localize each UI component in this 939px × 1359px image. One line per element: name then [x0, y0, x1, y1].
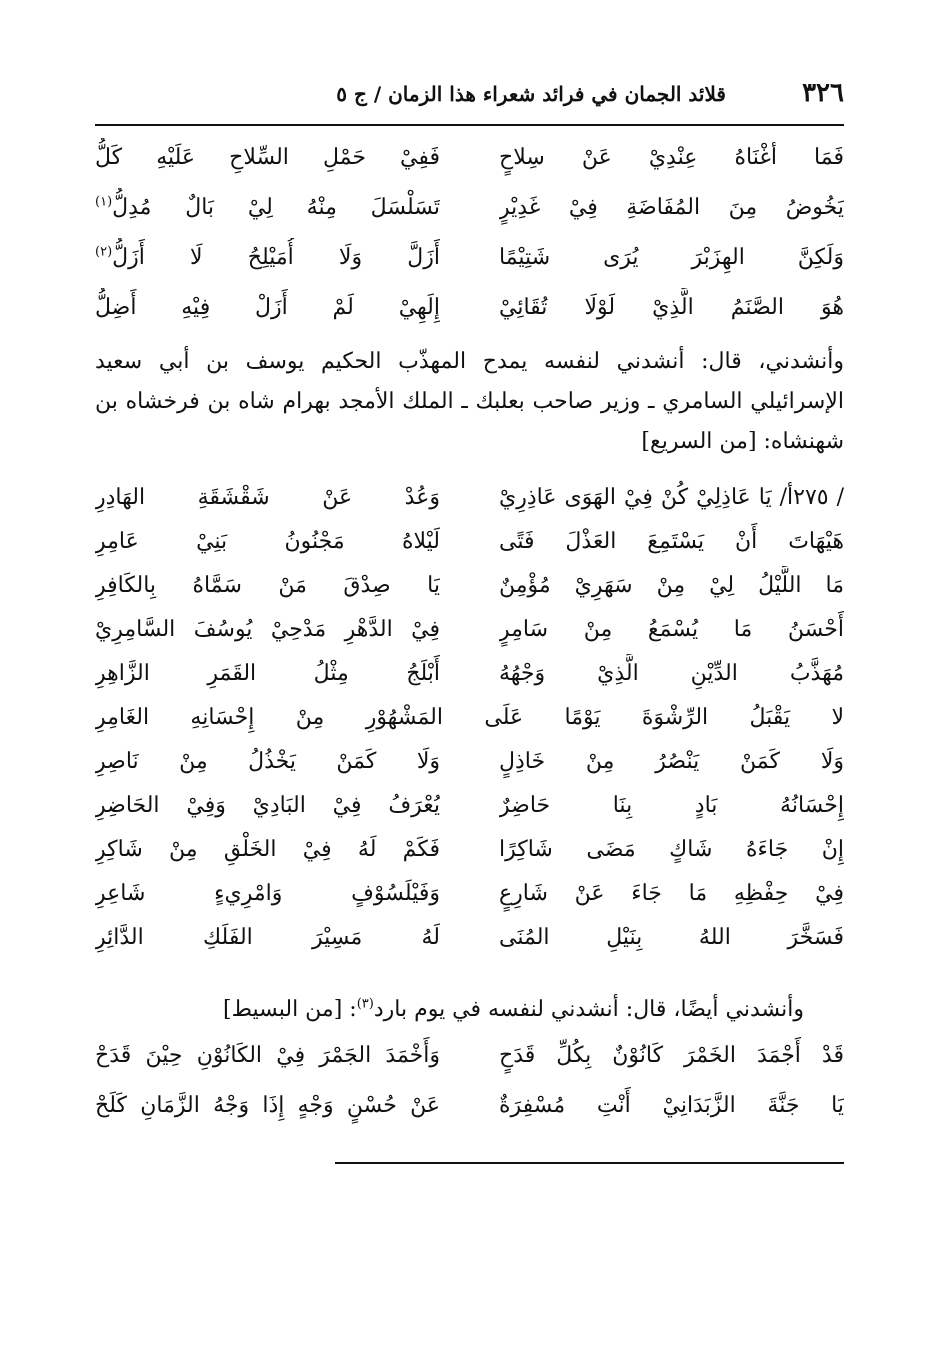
footnote-rule	[335, 1162, 844, 1164]
verse-line	[95, 742, 844, 782]
verse-second-hemistich: وَعُدْ عَنْ شَقْشَقَةِ الهَادِرِ	[95, 485, 440, 510]
verse-first-hemistich: إِحْسَانُهُ بَادٍ بِنَا حَاضِرٌ	[499, 793, 844, 818]
verse-second-hemistich: وَلَا كَمَنْ يَخْذُلُ مِنْ نَاصِرِ	[95, 749, 440, 774]
verse-first-hemistich: / ٢٧٥أ/ يَا عَاذِلِيْ كُنْ فِيْ الهَوَى عَاذِرِيْ	[499, 485, 844, 510]
verse-first-hemistich: أَحْسَنُ مَا يُسْمَعُ مِنْ سَامِرٍ	[499, 617, 844, 642]
verse-first-hemistich: يَخُوضُ مِنَ المُفَاضَةِ فِيْ غَدِيْرٍ	[499, 195, 844, 220]
verse-first-hemistich: وَلَكِنَّ الهِزَبْرَ يُرَى شَتِيْمًا	[499, 245, 844, 270]
verse-first-hemistich: إِنْ جَاءَهُ شَاكٍ مَضَى شَاكِرًا	[499, 837, 844, 862]
footnote-marker: (٢)	[95, 244, 113, 260]
verse-line	[95, 918, 844, 958]
verse-first-hemistich: فَسَخَّرَ اللهُ بِنَيْلِ المُنَى	[499, 925, 844, 950]
verse-line	[95, 874, 844, 914]
prose-line: الإسرائيلي السامري ـ وزير صاحب بعلبك ـ الملك الأمجد بهرام شاه بن فرخشاه بن	[95, 389, 844, 414]
verse-line-full	[95, 698, 844, 738]
verse-first-hemistich: فَمَا أغْنَاهُ عِنْدِيْ عَنْ سِلاحٍ	[499, 145, 844, 170]
verse-first-hemistich: يَا جَنَّةَ الزَّبَدَانِيْ أَنْتِ مُسْفِرَةٌ	[499, 1093, 844, 1118]
verse-first-hemistich: وَلَا كَمَنْ يَنْصُرُ مِنْ خَاذِلٍ	[499, 749, 844, 774]
verse-second-hemistich: يَا صِدْقَ مَنْ سَمَّاهُ بِالكَافِرِ	[95, 573, 440, 598]
verse-full-line: لا يَقْبَلُ الرِّشْوَةَ يَوْمًا عَلَى المَشْهُوْرِ مِنْ إِحْسَانِهِ الغَامِرِ	[95, 705, 844, 730]
running-title: قلائد الجمان في فرائد شعراء هذا الزمان / ج ٥	[336, 82, 726, 106]
verse-second-hemistich: عَنْ حُسْنٍ وَجْهٍ إِذَا وَجْهُ الزَّمَانِ كَلَحْ	[95, 1093, 440, 1118]
verse-first-hemistich: مُهَذَّبُ الدِّيْنِ الَّذِيْ وَجْهُهُ	[499, 661, 844, 686]
verse-second-hemistich: وَأَخْمَدَ الجَمْرَ فِيْ الكَانُوْنِ حِيْنَ قَدَحْ	[95, 1043, 440, 1068]
verse-first-hemistich: فِيْ حِفْظِهِ مَا جَاءَ عَنْ شَارِعٍ	[499, 881, 844, 906]
verse-line	[95, 138, 844, 178]
verse-second-hemistich: يُعْرَفُ فِيْ البَادِيْ وَفِيْ الحَاضِرِ	[95, 793, 440, 818]
header-rule	[95, 124, 844, 126]
verse-second-hemistich: أَزَلَّ وَلَا أُمَيْلِحُ لَا أَزَلُّ$^{(٢)}$	[95, 244, 440, 270]
verse-line	[95, 610, 844, 650]
page-number: ٣٢٦	[802, 78, 844, 108]
verse-first-hemistich: هُوَ الصَّنَمُ الَّذِيْ لَوْلَا تُقَائِيْ	[499, 295, 844, 320]
verse-second-hemistich: تَسَلْسَلَ مِنْهُ لِيْ بَالٌ مُدِلُّ$^{(١)}$	[95, 194, 440, 220]
verse-line	[95, 786, 844, 826]
verse-second-hemistich: وَفَيْلَسُوْفٍ وَامْرِيءٍ شَاعِرِ	[95, 881, 440, 906]
verse-second-hemistich: لَيْلاهُ مَجْنُونُ بَنِيْ عَامِرِ	[95, 529, 440, 554]
prose-line: وأنشدني أيضًا، قال: أنشدني لنفسه في يوم بارد$^{(٣)}$: [من البسيط]	[223, 996, 804, 1022]
verse-line	[95, 288, 844, 328]
verse-first-hemistich: هَيْهَاتَ أَنْ يَسْتَمِعَ العَذْلَ فَتًى	[499, 529, 844, 554]
footnote-marker: (٣)	[356, 996, 374, 1012]
page-header	[95, 78, 844, 118]
verse-line	[95, 238, 844, 278]
verse-line	[95, 478, 844, 518]
verse-first-hemistich: مَا اللَّيْلُ لِيْ مِنْ سَهَرِيْ مُؤْمِنٌ	[499, 573, 844, 598]
verse-second-hemistich: فَكَمْ لَهُ فِيْ الخَلْقِ مِنْ شَاكِرِ	[95, 837, 440, 862]
footnote-marker: (١)	[95, 194, 113, 210]
verse-line	[95, 830, 844, 870]
verse-second-hemistich: فِيْ الدَّهْرِ مَدْحِيْ يُوسُفَ السَّامِرِيْ	[95, 617, 440, 642]
verse-line	[95, 188, 844, 228]
prose-line: شهنشاه: [من السريع]	[641, 429, 844, 454]
verse-line	[95, 566, 844, 606]
verse-line	[95, 1086, 844, 1126]
verse-second-hemistich: لَهُ مَسِيْرَ الفَلَكِ الدَّائِرِ	[95, 925, 440, 950]
verse-second-hemistich: أَبْلَجُ مِثْلُ القَمَرِ الزَّاهِرِ	[95, 661, 440, 686]
verse-line	[95, 1036, 844, 1076]
verse-line	[95, 522, 844, 562]
verse-second-hemistich: فَفِيْ حَمْلِ السِّلاحِ عَلَيْهِ كَلُّ	[95, 145, 440, 170]
verse-line	[95, 654, 844, 694]
verse-second-hemistich: إِلَهِيْ لَمْ أَزَلْ فِيْهِ أَضِلُّ	[95, 295, 440, 320]
verse-first-hemistich: قَدْ أَجْمَدَ الخَمْرَ كَانُوْنٌ بِكُلِّ قَدَحٍ	[499, 1043, 844, 1068]
prose-line: وأنشدني، قال: أنشدني لنفسه يمدح المهذّب الحكيم يوسف بن أبي سعيد	[95, 349, 844, 374]
